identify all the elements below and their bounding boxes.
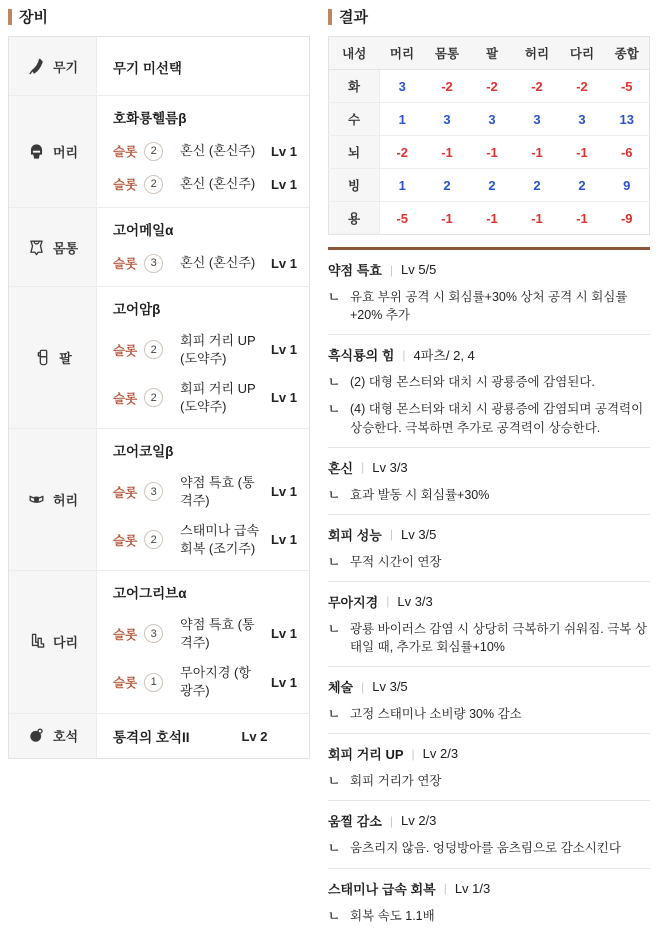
skill-item [328, 869, 650, 935]
resistance-table-body [329, 70, 650, 235]
indent-marker-icon: ㄴ [328, 621, 341, 636]
resistance-value: 2 [470, 169, 515, 202]
slot-row[interactable] [113, 253, 297, 273]
resistance-value: -2 [425, 70, 470, 103]
equipment-level: Lv 2 [241, 728, 268, 744]
skill-level: Lv 3/5 [400, 526, 437, 542]
skill-item [328, 335, 650, 447]
resistance-table-header [329, 37, 650, 70]
slot-size-badge: 2 [144, 142, 163, 161]
resistance-value: -1 [576, 210, 588, 226]
indent-marker-icon: ㄴ [328, 487, 341, 502]
skill-name: 약점 특효 [328, 263, 382, 278]
slot-skill-name: 회피 거리 UP (도약주) [180, 381, 256, 414]
equipment-content-cell [97, 287, 309, 428]
resistance-value: 3 [425, 103, 470, 136]
table-header-cell: 다리 [560, 37, 605, 70]
equipment-part-cell [9, 287, 97, 428]
slot-size-badge: 2 [144, 388, 163, 407]
skill-level: Lv 2/3 [400, 813, 437, 829]
resistance-value: 3 [560, 103, 605, 136]
slot-size-badge: 2 [144, 175, 163, 194]
slot-skill-name: 회피 거리 UP (도약주) [180, 333, 256, 366]
skill-level: Lv 1/3 [454, 880, 491, 896]
arm-icon [33, 348, 53, 368]
slot-row[interactable] [113, 616, 297, 651]
equipment-name[interactable]: 무기 미선택 [113, 60, 182, 76]
chest-icon [27, 237, 47, 257]
resistance-value: -6 [605, 136, 650, 169]
skill-description-text: 광룡 바이러스 감염 시 상당히 극복하기 쉬워짐. 극복 상태일 때, 추가로 회심률+10% [350, 621, 647, 654]
skill-description-text: 회복 속도 1.1배 [350, 908, 435, 923]
equipment-part-cell [9, 714, 97, 758]
resistance-table [328, 36, 650, 235]
resistance-value: 3 [380, 70, 425, 103]
equipment-content-cell [97, 37, 309, 95]
slot-row[interactable] [113, 141, 297, 161]
skill-name: 체술 [328, 680, 354, 696]
slot-label: 슬롯 [113, 145, 138, 159]
skill-level: Lv 3/5 [372, 679, 408, 695]
skill-level: Lv 3/3 [372, 459, 408, 475]
slot-size-badge: 3 [144, 254, 163, 273]
slot-label: 슬롯 [113, 627, 138, 642]
skill-item [328, 250, 650, 335]
charm-icon [27, 726, 47, 746]
resistance-value: -2 [560, 70, 605, 103]
skill-item [328, 448, 650, 515]
slot-label: 슬롯 [113, 676, 138, 691]
equipment-part-label: 다리 [52, 635, 79, 651]
waist-icon [27, 490, 47, 510]
skill-description [328, 288, 650, 324]
slot-label: 슬롯 [113, 178, 138, 192]
skill-separator: | [361, 679, 365, 694]
equipment-content-cell [97, 714, 309, 758]
table-header-cell: 내성 [329, 37, 380, 70]
skill-description-text: 회피 거리가 연장 [350, 774, 442, 789]
slot-skill-level: Lv 1 [270, 626, 297, 642]
skill-description [328, 400, 650, 436]
indent-marker-icon: ㄴ [328, 841, 341, 856]
indent-marker-icon: ㄴ [328, 908, 341, 923]
slot-skill-name: 혼신 (혼신주) [180, 143, 256, 159]
skill-name: 스태미나 급속 회복 [328, 881, 436, 897]
slot-size-badge: 1 [144, 673, 163, 692]
resistance-value: -1 [515, 136, 560, 169]
slot-skill-name: 무아지경 (항광주) [180, 665, 251, 699]
resistance-value: -1 [486, 210, 498, 226]
equipment-row[interactable] [9, 287, 309, 429]
result-title-text: 결과 [339, 9, 368, 26]
equipment-row[interactable] [9, 96, 309, 208]
equipment-list [8, 36, 310, 759]
slot-skill-level: Lv 1 [270, 484, 297, 500]
indent-marker-icon: ㄴ [328, 774, 341, 789]
slot-skill-level: Lv 1 [270, 143, 297, 159]
slot-size-badge: 2 [144, 340, 163, 359]
slot-size-badge: 3 [144, 482, 163, 501]
accent-bar-icon [8, 9, 12, 25]
resistance-value: 1 [380, 103, 425, 136]
equipment-part-label: 허리 [52, 493, 79, 509]
resistance-row-label: 수 [329, 103, 380, 136]
equipment-row[interactable] [9, 208, 309, 287]
table-row [329, 136, 650, 169]
indent-marker-icon: ㄴ [328, 375, 341, 390]
skill-item [328, 515, 650, 582]
slot-skill-level: Lv 1 [270, 342, 297, 358]
skill-description [328, 907, 650, 925]
equipment-content-cell [97, 571, 309, 712]
table-header-cell: 종합 [605, 37, 650, 70]
resistance-value: -2 [380, 136, 425, 169]
equipment-content-cell [97, 208, 309, 286]
resistance-value: 13 [605, 103, 650, 136]
equipment-row[interactable] [9, 714, 309, 758]
table-header-cell: 몸통 [425, 37, 470, 70]
resistance-value: -2 [515, 70, 560, 103]
table-header-cell: 머리 [380, 37, 425, 70]
skill-description [328, 620, 650, 656]
equipment-part-label: 머리 [52, 145, 79, 160]
table-row [329, 202, 650, 235]
equipment-panel [8, 6, 310, 759]
resistance-value: 2 [560, 169, 605, 202]
skill-name: 회피 성능 [328, 527, 382, 543]
slot-row[interactable] [113, 332, 297, 367]
slot-label: 슬롯 [113, 533, 138, 548]
slot-size-badge: 2 [144, 530, 163, 549]
skill-description [328, 373, 650, 391]
indent-marker-icon: ㄴ [328, 707, 341, 722]
table-row [329, 103, 650, 136]
slot-skill-level: Lv 1 [270, 255, 297, 271]
slot-row[interactable] [113, 522, 297, 557]
slot-skill-name: 약점 특효 (통격주) [180, 475, 255, 508]
slot-skill-level: Lv 1 [270, 390, 297, 406]
equipment-panel-title [8, 6, 310, 27]
equipment-row[interactable] [9, 37, 309, 96]
accent-bar-icon [328, 9, 332, 25]
skill-description-text: 효과 발동 시 회심률+30% [350, 487, 490, 502]
resistance-value: -9 [620, 210, 633, 226]
skill-list [328, 247, 650, 935]
equipment-name[interactable]: 고어그리브α [113, 586, 187, 602]
equipment-name[interactable]: 고어코일β [113, 444, 174, 460]
equipment-content-cell [97, 429, 309, 570]
weapon-icon [27, 56, 47, 76]
skill-level: Lv 5/5 [400, 262, 437, 277]
leg-icon [27, 632, 47, 652]
resistance-row-label: 용 [329, 202, 380, 235]
skill-description [328, 486, 650, 504]
skill-item [328, 734, 650, 801]
result-panel [328, 6, 650, 935]
slot-skill-name: 혼신 (혼신주) [180, 255, 256, 271]
skill-separator: | [402, 347, 406, 362]
slot-size-badge: 3 [144, 624, 163, 643]
table-header-cell: 허리 [515, 37, 560, 70]
equipment-part-cell [9, 571, 97, 712]
resistance-value: 3 [515, 103, 560, 136]
table-row [329, 70, 650, 103]
skill-description-text: 고정 스태미나 소비량 30% 감소 [350, 707, 522, 722]
resistance-value: -5 [605, 70, 650, 103]
slot-row[interactable] [113, 174, 297, 194]
skill-description-text: (4) 대형 몬스터와 대치 시 광룡증에 감염되며 공격력이 상승한다. 극복하면 추가로 공격력이 상승한다. [350, 402, 644, 435]
indent-marker-icon: ㄴ [328, 290, 341, 304]
skill-name: 무아지경 [328, 594, 379, 610]
resistance-value: -1 [560, 136, 605, 169]
resistance-value: 3 [470, 103, 515, 136]
slot-label: 슬롯 [113, 391, 138, 406]
equipment-name[interactable]: 호화룡헬름β [113, 111, 187, 126]
head-icon [27, 142, 47, 162]
equipment-part-cell [9, 96, 97, 207]
skill-item [328, 801, 650, 868]
resistance-value: -5 [396, 210, 409, 226]
equipment-part-cell [9, 429, 97, 570]
equipment-part-label: 무기 [52, 59, 79, 75]
skill-description [328, 772, 650, 790]
resistance-value: 1 [380, 169, 425, 202]
slot-skill-name: 혼신 (혼신주) [180, 176, 256, 192]
skill-separator: | [389, 262, 393, 277]
skill-name: 회피 거리 UP [328, 747, 404, 763]
slot-skill-level: Lv 1 [270, 532, 297, 548]
skill-level: Lv 2/3 [422, 746, 459, 762]
slot-row[interactable] [113, 380, 297, 415]
equipment-part-label: 팔 [59, 351, 72, 367]
skill-separator: | [443, 881, 447, 895]
skill-item [328, 582, 650, 667]
resistance-value: -2 [470, 70, 515, 103]
equipment-row[interactable] [9, 429, 309, 571]
slot-label: 슬롯 [113, 485, 138, 500]
skill-description-text: 움츠리지 않음. 엉덩방아를 움츠림으로 감소시킨다 [350, 841, 621, 856]
slot-skill-level: Lv 1 [270, 176, 297, 192]
slot-label: 슬롯 [113, 257, 138, 271]
resistance-value: 2 [425, 169, 470, 202]
slot-label: 슬롯 [113, 343, 138, 358]
equipment-part-cell [9, 37, 97, 95]
skill-name: 혼신 [328, 460, 354, 476]
table-row [329, 169, 650, 202]
table-header-cell: 팔 [470, 37, 515, 70]
skill-description-text: 유효 부위 공격 시 회심률+30% 상처 공격 시 회심률+20% 추가 [350, 290, 628, 323]
skill-description [328, 705, 650, 723]
slot-row[interactable] [113, 474, 297, 509]
slot-skill-name: 약점 특효 (통격주) [180, 617, 255, 650]
skill-item [328, 667, 650, 734]
skill-name: 움찔 감소 [328, 814, 382, 830]
equipment-part-cell [9, 208, 97, 286]
resistance-row-label: 빙 [329, 169, 380, 202]
slot-row[interactable] [113, 664, 297, 699]
resistance-value: 2 [515, 169, 560, 202]
slot-skill-level: Lv 1 [270, 674, 297, 690]
skill-description [328, 839, 650, 857]
resistance-value: -1 [470, 136, 515, 169]
skill-separator: | [386, 594, 390, 609]
equipment-part-label: 호석 [52, 729, 79, 745]
skill-level: 4파츠/ 2, 4 [413, 348, 475, 364]
result-panel-title [328, 6, 650, 27]
equipment-name[interactable]: 고어메일α [113, 223, 174, 238]
skill-separator: | [411, 746, 415, 761]
skill-separator: | [361, 460, 365, 475]
skill-name: 흑식룡의 힘 [328, 348, 395, 364]
equipment-part-label: 몸통 [52, 240, 79, 256]
equipment-name[interactable]: 통격의 호석II [113, 730, 190, 746]
resistance-row-label: 화 [329, 70, 380, 103]
equipment-name[interactable]: 고어암β [113, 302, 161, 317]
equipment-title-text: 장비 [19, 9, 48, 26]
skill-description [328, 553, 650, 571]
equipment-content-cell [97, 96, 309, 207]
indent-marker-icon: ㄴ [328, 554, 341, 569]
equipment-row[interactable] [9, 571, 309, 713]
skill-description-text: (2) 대형 몬스터와 대치 시 광룡증에 감염된다. [350, 375, 595, 390]
resistance-row-label: 뇌 [329, 136, 380, 169]
resistance-value: -1 [441, 210, 453, 226]
slot-skill-name: 스태미나 급속 회복 (조기주) [180, 523, 260, 556]
resistance-value: 9 [605, 169, 650, 202]
skill-description-text: 무적 시간이 연장 [350, 554, 442, 569]
resistance-value: -1 [425, 136, 470, 169]
skill-separator: | [389, 813, 393, 828]
skill-separator: | [389, 527, 393, 542]
skill-level: Lv 3/3 [397, 593, 433, 609]
resistance-value: -1 [531, 210, 543, 226]
indent-marker-icon: ㄴ [328, 402, 341, 417]
